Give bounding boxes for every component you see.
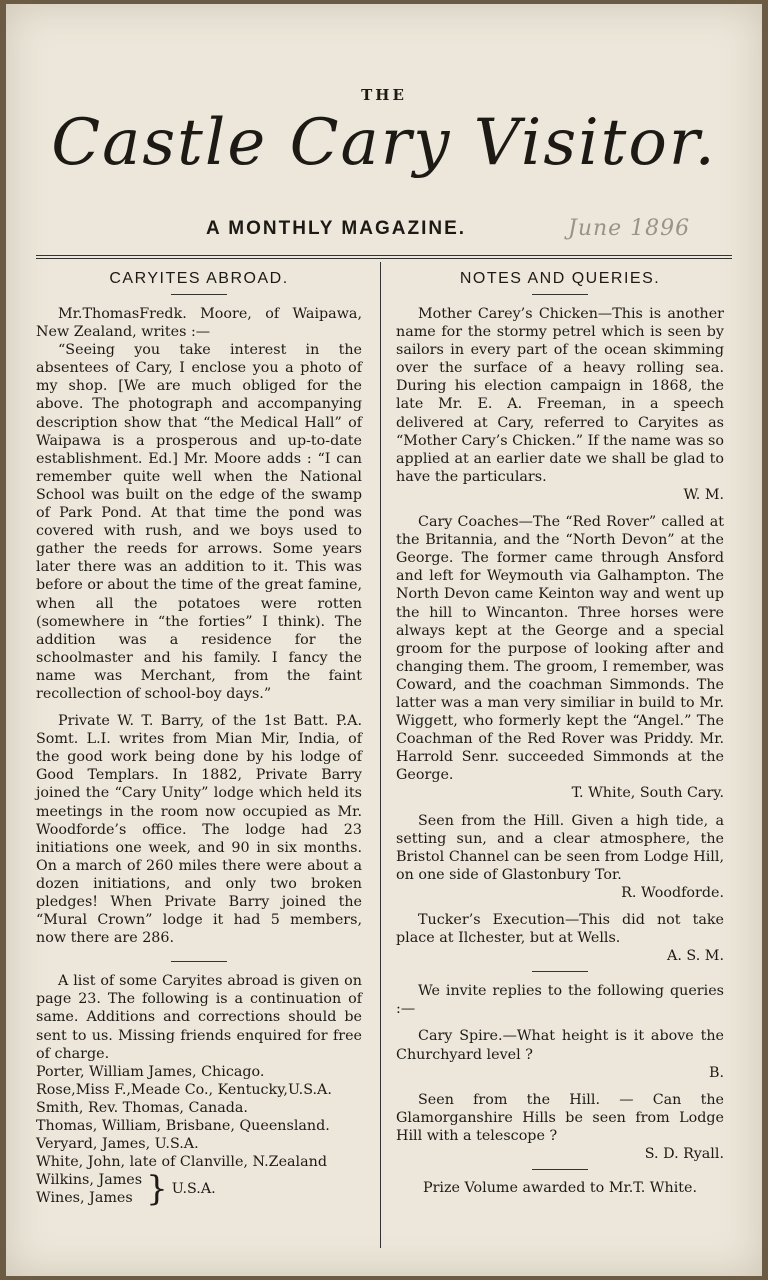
article-moore-intro: Mr.ThomasFredk. Moore, of Waipawa, New Zealand, writes :— <box>36 306 362 341</box>
note-seen-from-hill: Seen from the Hill. Given a high tide, a setting sun, and a clear atmosphere, the Bristol Channel can be seen from Lodge Hill, on one side of Glastonbury Tor. <box>396 812 724 883</box>
brace-group <box>36 1169 362 1210</box>
section-rule <box>532 1169 588 1170</box>
heading-rule <box>171 294 227 295</box>
list-item: Wines, James <box>36 1190 133 1207</box>
list-item: Rose,Miss F.,Meade Co., Kentucky,U.S.A. <box>36 1081 332 1098</box>
article-list-intro: A list of some Caryites abroad is given on page 23. The following is a continuation of same. Additions and corrections should be sent to us. Missing friends enquired for free of charge. <box>36 973 362 1062</box>
note-tucker: Tucker’s Execution—This did not take place at Ilchester, but at Wells. <box>396 912 724 947</box>
masthead-the: THE <box>361 86 407 104</box>
note-cary-coaches: Cary Coaches—The “Red Rover” called at the Britannia, and the “North Devon” at the George. The former came through Ansford and left for Weymouth via Galhampton. The North Devon came Keinton way and went up the hill to Wincanton. Three horses were always kept at the George and a special groom for the purpose of looking after and changing them. The groom, I remember, was Coward, and the coachman Simmonds. The latter was a man very similiar in build to Mr. Wiggett, who formerly kept the “Angel.” The Coachman of the Red Rover was Priddy. Mr. Harrold Senr. succeeded Simmonds at the George. <box>396 514 724 784</box>
article-barry: Private W. T. Barry, of the 1st Batt. P.A. Somt. L.I. writes from Mian Mir, India, of the good work being done by his lodge of Good Templars. In 1882, Private Barry joined the “Cary Unity” lodge which held its meetings in the room now occupied as Mr. Woodforde’s office. The lodge had 23 initiations one week, and 90 in six months. On a march of 260 miles there were about a dozen initiations, and only two broken pledges! When Private Barry joined the “Mural Crown” lodge it had 5 members, now there are 286. <box>36 713 362 947</box>
left-column <box>36 266 362 1208</box>
list-item: Veryard, James, U.S.A. <box>36 1136 199 1153</box>
list-item: Porter, William James, Chicago. <box>36 1063 265 1080</box>
list-item: Thomas, William, Brisbane, Queensland. <box>36 1118 330 1135</box>
note-mother-carey: Mother Carey’s Chicken—This is another name for the stormy petrel which is seen by sailors in every part of the ocean skimming over the surface of a heavy rolling sea. During his election campaign in 1868, the late Mr. E. A. Freeman, in a speech delivered at Cary, referred to Caryites as “Mother Cary’s Chicken.” If the name was so applied at an earlier date we shall be glad to have the particulars. <box>396 306 724 485</box>
right-column <box>396 266 724 1196</box>
magazine-title: Castle Cary Visitor. <box>51 106 717 180</box>
section-rule <box>532 971 588 972</box>
caryites-list <box>36 1063 362 1208</box>
invite-replies: We invite replies to the following queries :— <box>396 983 724 1018</box>
query-signature: S. D. Ryall. <box>644 1146 724 1163</box>
note-signature: R. Woodforde. <box>621 884 724 901</box>
caryites-abroad-heading: CARYITES ABROAD. <box>109 270 289 287</box>
note-signature: A. S. M. <box>667 948 724 965</box>
prize-notice: Prize Volume awarded to Mr.T. White. <box>422 1180 698 1197</box>
heading-rule <box>532 294 588 295</box>
handwritten-date: June 1896 <box>568 216 691 241</box>
query-glamorganshire: Seen from the Hill. — Can the Glamorganshire Hills be seen from Lodge Hill with a telescope ? <box>396 1091 724 1144</box>
column-divider <box>380 262 381 1248</box>
note-signature: T. White, South Cary. <box>571 785 724 802</box>
note-signature: W. M. <box>683 486 724 503</box>
magazine-subtitle: A MONTHLY MAGAZINE. <box>206 218 467 239</box>
list-item: Smith, Rev. Thomas, Canada. <box>36 1099 248 1116</box>
query-cary-spire: Cary Spire.—What height is it above the Churchyard level ? <box>396 1028 724 1063</box>
article-moore-body: “Seeing you take interest in the absentees of Cary, I enclose you a photo of my shop. [We are much obliged for the above. The photograph and accompanying description show that “the Medical Hall” of Waipawa is a prosperous and up-to-date establishment. Ed.] Mr. Moore adds : “I can remember quite well when the National School was built on the edge of the swamp of Park Pond. At that time the pond was covered with rush, and we boys used to gather the reeds for arrows. Some years later there was an addition to it. This was before or about the time of the great famine, when all the potatoes were rotten (somewhere in “the forties” I think). The addition was a residence for the schoolmaster and his family. I fancy the name was Merchant, from the faint recollection of school-boy days.” <box>36 342 362 702</box>
brace-icon: } <box>146 1169 168 1210</box>
brace-label: U.S.A. <box>171 1181 216 1198</box>
section-rule <box>171 961 227 962</box>
list-item: Wilkins, James <box>36 1172 143 1189</box>
header-double-rule <box>36 255 732 259</box>
list-item: White, John, late of Clanville, N.Zealand <box>36 1154 328 1171</box>
notes-queries-heading: NOTES AND QUERIES. <box>459 270 661 287</box>
query-signature: B. <box>708 1064 724 1081</box>
magazine-page <box>6 4 762 1276</box>
